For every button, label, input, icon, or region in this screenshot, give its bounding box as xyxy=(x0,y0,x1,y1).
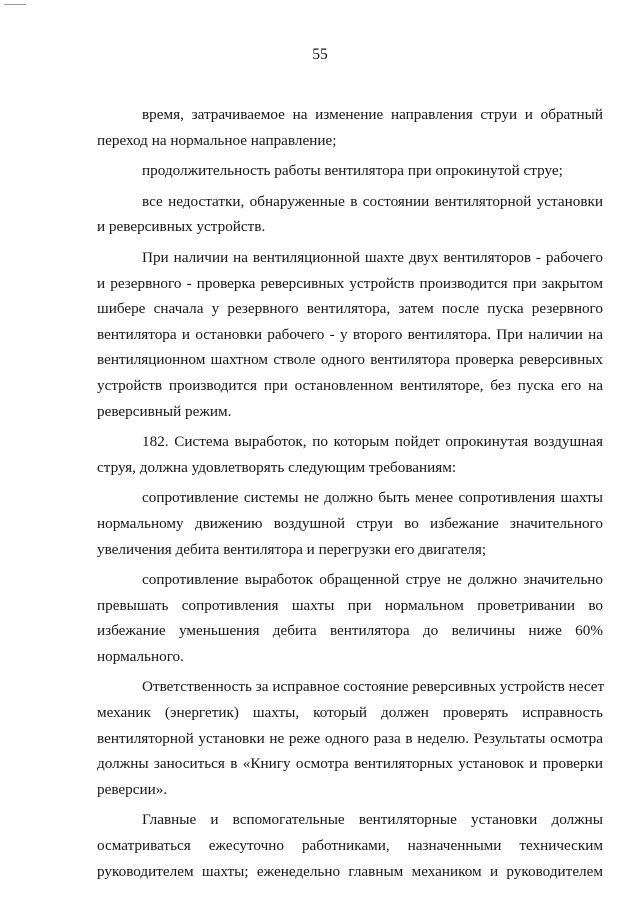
text-line: реверсии». xyxy=(97,780,168,798)
document-body xyxy=(97,102,603,889)
paragraph xyxy=(97,567,603,669)
page-number: 55 xyxy=(312,46,328,63)
text-line: Главные и вспомогательные вентиляторные установки должны xyxy=(142,811,603,829)
text-line: вентиляторной установки не реже одного раза в неделю. Результаты осмотра xyxy=(97,729,603,747)
text-line: Ответственность за исправное состояние реверсивных устройств несет xyxy=(142,678,605,696)
text-line: шибере сначала у резервного вентилятора, затем после пуска резервного xyxy=(97,300,603,318)
text-line: осматриваться ежесуточно работниками, назначенными техническим xyxy=(97,837,603,855)
text-line: все недостатки, обнаруженные в состоянии вентиляторной установки xyxy=(142,192,603,210)
text-line: вентиляционном шахтном стволе одного вентилятора проверка реверсивных xyxy=(97,351,603,369)
text-line: сопротивление системы не должно быть менее сопротивления шахты xyxy=(142,489,603,507)
text-line: струя, должна удовлетворять следующим требованиям: xyxy=(97,458,457,476)
paragraph xyxy=(97,674,603,802)
text-line: переход на нормальное направление; xyxy=(97,131,337,149)
paragraph xyxy=(97,189,603,240)
text-line: должны заноситься в «Книгу осмотра вентиляторных установок и проверки xyxy=(97,755,603,773)
paragraph xyxy=(97,245,603,424)
paragraph xyxy=(97,485,603,562)
paragraph xyxy=(97,102,603,153)
paragraph xyxy=(97,429,603,480)
text-line: избежание уменьшения дебита вентилятора до величины ниже 60% xyxy=(97,622,603,640)
text-line: увеличения дебита вентилятора и перегрузки его двигателя; xyxy=(97,540,487,558)
text-line: реверсивный режим. xyxy=(97,402,232,420)
text-line: нормальному движению воздушной струи во избежание значительного xyxy=(97,514,603,532)
text-line: и реверсивных устройств. xyxy=(97,218,266,236)
text-line: и резервного - проверка реверсивных устройств производится при закрытом xyxy=(97,274,603,292)
text-line: механик (энергетик) шахты, который должен проверять исправность xyxy=(97,704,603,722)
text-line: превышать сопротивления шахты при нормальном проветривании во xyxy=(97,596,603,614)
text-line: руководителем шахты; еженедельно главным механиком и руководителем xyxy=(97,862,603,880)
text-line: вентилятора и остановки рабочего - у второго вентилятора. При наличии на xyxy=(97,325,603,343)
text-line: 182. Система выработок, по которым пойдет опрокинутая воздушная xyxy=(142,433,603,451)
scan-corner-mark xyxy=(4,4,26,5)
text-line: При наличии на вентиляционной шахте двух вентиляторов - рабочего xyxy=(142,248,603,266)
text-line: сопротивление выработок обращенной струе не должно значительно xyxy=(142,571,603,589)
text-line: нормального. xyxy=(97,647,184,665)
text-line: продолжительность работы вентилятора при опрокинутой струе; xyxy=(142,162,563,180)
text-line: устройств производится при остановленном вентиляторе, без пуска его на xyxy=(97,376,603,394)
paragraph xyxy=(97,158,603,184)
paragraph xyxy=(97,807,603,884)
text-line: время, затрачиваемое на изменение направления струи и обратный xyxy=(142,106,603,123)
